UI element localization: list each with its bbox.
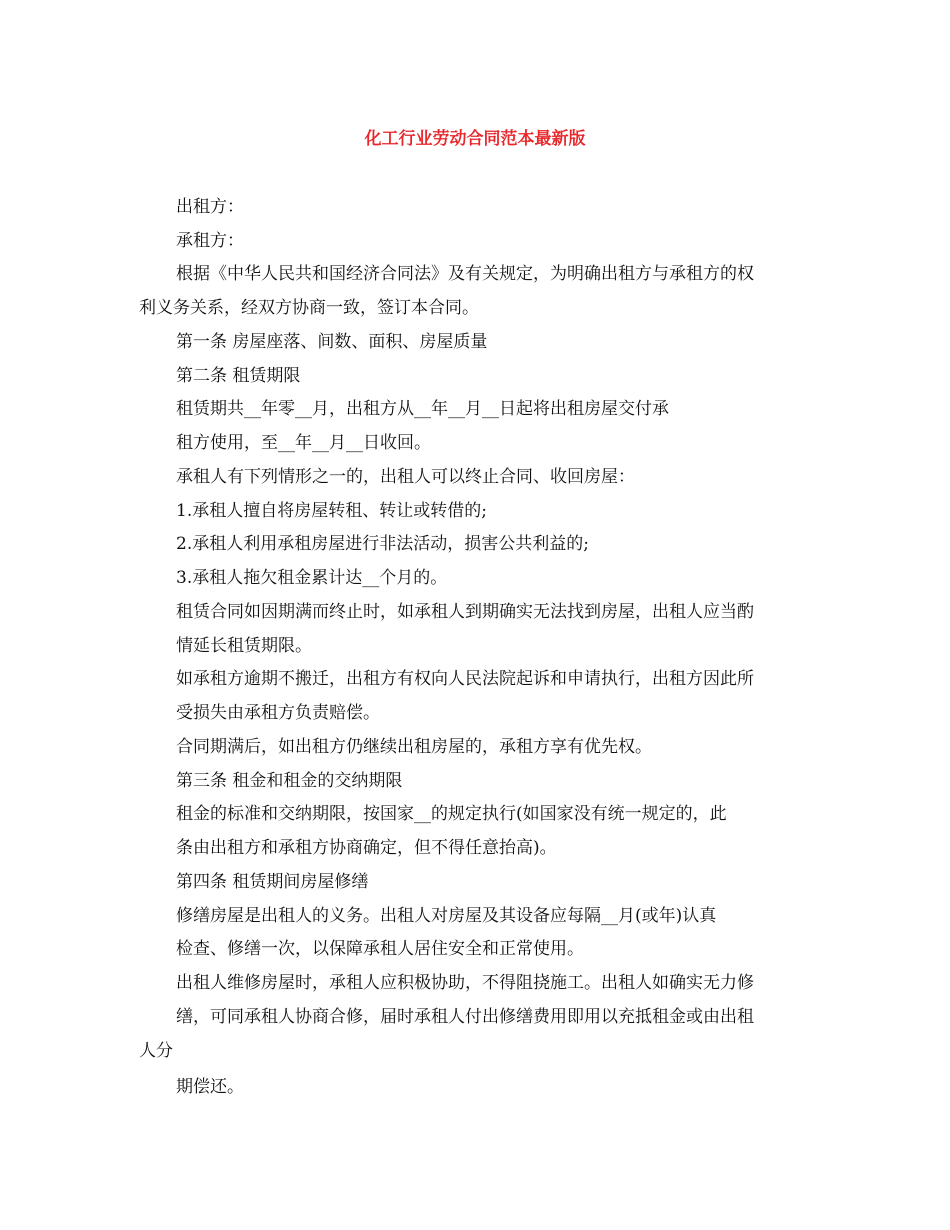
text-line: 出租人维修房屋时，承租人应积极协助，不得阻挠施工。出租人如确实无力修 (176, 973, 754, 993)
text-line: 1.承租人擅自将房屋转租、转让或转借的; (176, 501, 487, 521)
text-line: 出租方： (176, 197, 244, 217)
text-line: 3.承租人拖欠租金累计达__个月的。 (176, 568, 448, 588)
text-line: 修缮房屋是出租人的义务。出租人对房屋及其设备应每隔__月(或年)认真 (176, 906, 717, 926)
text-line: 如承租方逾期不搬迁，出租方有权向人民法院起诉和申请执行，出租方因此所 (176, 669, 754, 689)
text-line: 根据《中华人民共和国经济合同法》及有关规定，为明确出租方与承租方的权 (176, 264, 754, 284)
text-line: 第四条 租赁期间房屋修缮 (176, 872, 369, 892)
text-line: 承租人有下列情形之一的，出租人可以终止合同、收回房屋： (176, 467, 635, 487)
text-line: 合同期满后，如出租方仍继续出租房屋的，承租方享有优先权。 (176, 737, 652, 757)
text-line: 条由出租方和承租方协商确定，但不得任意抬高)。 (176, 838, 557, 858)
text-line: 利义务关系，经双方协商一致，签订本合同。 (139, 298, 479, 318)
text-line: 第三条 租金和租金的交纳期限 (176, 771, 403, 791)
text-line: 租赁合同如因期满而终止时，如承租人到期确实无法找到房屋，出租人应当酌 (176, 602, 754, 622)
document-title: 化工行业劳动合同范本最新版 (364, 129, 586, 149)
text-line: 承租方： (176, 231, 244, 251)
text-line: 检查、修缮一次，以保障承租人居住安全和正常使用。 (176, 939, 584, 959)
text-line: 第二条 租赁期限 (176, 366, 301, 386)
text-line: 2.承租人利用承租房屋进行非法活动，损害公共利益的; (176, 534, 589, 554)
text-line: 人分 (139, 1041, 173, 1061)
text-line: 情延长租赁期限。 (176, 636, 312, 656)
text-line: 租金的标准和交纳期限，按国家__的规定执行(如国家没有统一规定的，此 (176, 804, 727, 824)
text-line: 租方使用，至__年__月__日收回。 (176, 433, 431, 453)
text-line: 第一条 房屋座落、间数、面积、房屋质量 (176, 332, 488, 352)
text-line: 期偿还。 (176, 1077, 244, 1097)
text-line: 租赁期共__年零__月，出租方从__年__月__日起将出租房屋交付承 (176, 399, 669, 419)
text-line: 受损失由承租方负责赔偿。 (176, 703, 380, 723)
text-line: 缮，可同承租人协商合修，届时承租人付出修缮费用即用以充抵租金或由出租 (176, 1007, 754, 1027)
